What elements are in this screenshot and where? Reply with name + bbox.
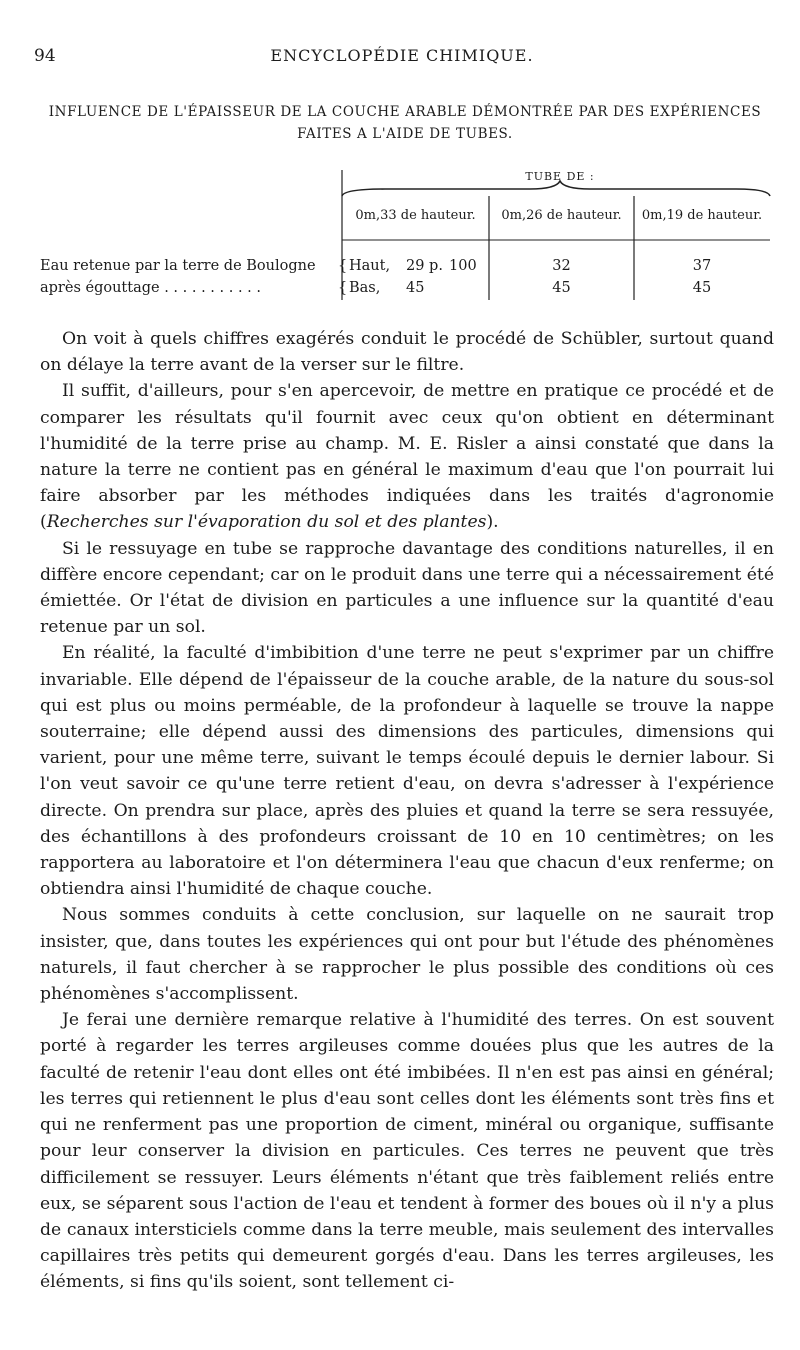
body-text — [40, 326, 774, 1296]
paragraph-3: Si le ressuyage en tube se rapproche davantage des conditions naturelles, il en diffère encore cependant; car on le produit dans une terre qui a nécessairement été émiettée. Or l'état de division en particules a une influence sur la quantité d'eau retenue par un sol. — [40, 538, 774, 638]
column-header-1: 0m,33 de hauteur. — [355, 208, 476, 223]
row-bas-col1: 45 — [406, 280, 425, 296]
table-title-line-2: FAITES A L'AIDE DE TUBES. — [297, 126, 513, 142]
paragraph-2 — [40, 378, 774, 535]
running-title: ENCYCLOPÉDIE CHIMIQUE. — [270, 46, 534, 65]
reference-open: ( — [40, 512, 47, 533]
row-haut-col3: 37 — [692, 258, 712, 274]
paragraph-5: Nous sommes conduits à cette conclusion, sur laquelle on ne saurait trop insister, que, dans toutes les expériences qui ont pour but l'étude des phénomènes naturels, il faut chercher à se rapprocher le plus possible des conditions où ces phénomènes s'accomplissent. — [40, 905, 774, 1005]
paragraph-2-text: Il suffit, d'ailleurs, pour s'en apercevoir, de mettre en pratique ce procédé et de comparer les résultats qu'il fournit avec ceux qu'on obtient en déterminant l'humidité de la terre prise au champ. M. E. Risler a ainsi constaté que dans la nature la terre ne contient pas en général le maximum d'eau que l'on pourrait lui faire absorber par les méthodes indiquées dans les traités d'agronomie — [40, 381, 774, 507]
column-header-3: 0m,19 de hauteur. — [641, 208, 763, 223]
row-name-bas: Bas, — [349, 280, 381, 296]
paragraph-6: Je ferai une dernière remarque relative à l'humidité des terres. On est souvent porté à regarder les terres argileuses comme douées plus que les autres de la faculté de retenir l'eau dont elles ont été imbibées. Il n'en est pas ainsi en général; les terres qui retiennent le plus d'eau sont celles dont les éléments sont très fins et qui ne renferment pas une proportion de ciment, minéral ou organique, suffisante pour leur conserver la division en particules. Ces terres ne peuvent que très difficilement se ressuyer. Leurs éléments n'étant que très faiblement reliés entre eux, se séparent sous l'action de l'eau et tendent à former des boues où il n'y a plus de canaux intersticiels comme dans la terre meuble, mais seulement des intervalles capillaires très petits qui demeurent gorgés d'eau. Dans les terres argileuses, les éléments, si fins qu'ils soient, sont tellement ci- — [40, 1010, 774, 1293]
row-brace-bottom: { — [338, 280, 348, 296]
row-haut-col2: 32 — [552, 258, 571, 274]
paragraph-4: En réalité, la faculté d'imbibition d'une terre ne peut s'exprimer par un chiffre invariable. Elle dépend de l'épaisseur de la couche arable, de la nature du sous-sol qui est plus ou moins perméable, de la profondeur à laquelle se trouve la nappe souterraine; elle dépend aussi des dimensions des particules, dimensions qui varient, pour une même terre, suivant le temps écoulé depuis le dernier labour. Si l'on veut savoir ce qu'une terre retient d'eau, on devra s'adresser à l'expérience directe. On prendra sur place, après des pluies et quand la terre se sera ressuyée, des échantillons à des profondeurs croissant de 10 en 10 centimètres; on les rapportera au laboratoire et l'on déterminera l'eau que chacun d'eux renferme; on obtiendra ainsi l'humidité de chaque couche. — [40, 643, 774, 900]
row-label-line-2: après égouttage . . . . . . . . . . . — [40, 280, 261, 296]
reference-close: ). — [486, 512, 499, 533]
row-haut-col1: 100 — [449, 258, 477, 274]
reference-title: Recherches sur l'évaporation du sol et des plantes — [46, 512, 487, 533]
table-title-line-1: INFLUENCE DE L'ÉPAISSEUR DE LA COUCHE ARABLE DÉMONTRÉE PAR DES EXPÉRIENCES — [48, 104, 762, 120]
row-brace-top: { — [338, 258, 348, 274]
column-header-2: 0m,26 de hauteur. — [501, 208, 622, 223]
tube-group-label: TUBE DE : — [525, 170, 595, 183]
paragraph-1: On voit à quels chiffres exagérés conduit le procédé de Schübler, surtout quand on délaye la terre avant de la verser sur le filtre. — [40, 329, 774, 376]
tube-group-brace — [342, 181, 770, 196]
row-label-line-1: Eau retenue par la terre de Boulogne — [40, 258, 316, 274]
row-bas-col3: 45 — [692, 280, 712, 296]
row-haut-prefix: 29 p. — [406, 258, 443, 274]
row-bas-col2: 45 — [552, 280, 571, 296]
page-number: 94 — [34, 46, 56, 66]
row-name-haut: Haut, — [349, 258, 391, 274]
